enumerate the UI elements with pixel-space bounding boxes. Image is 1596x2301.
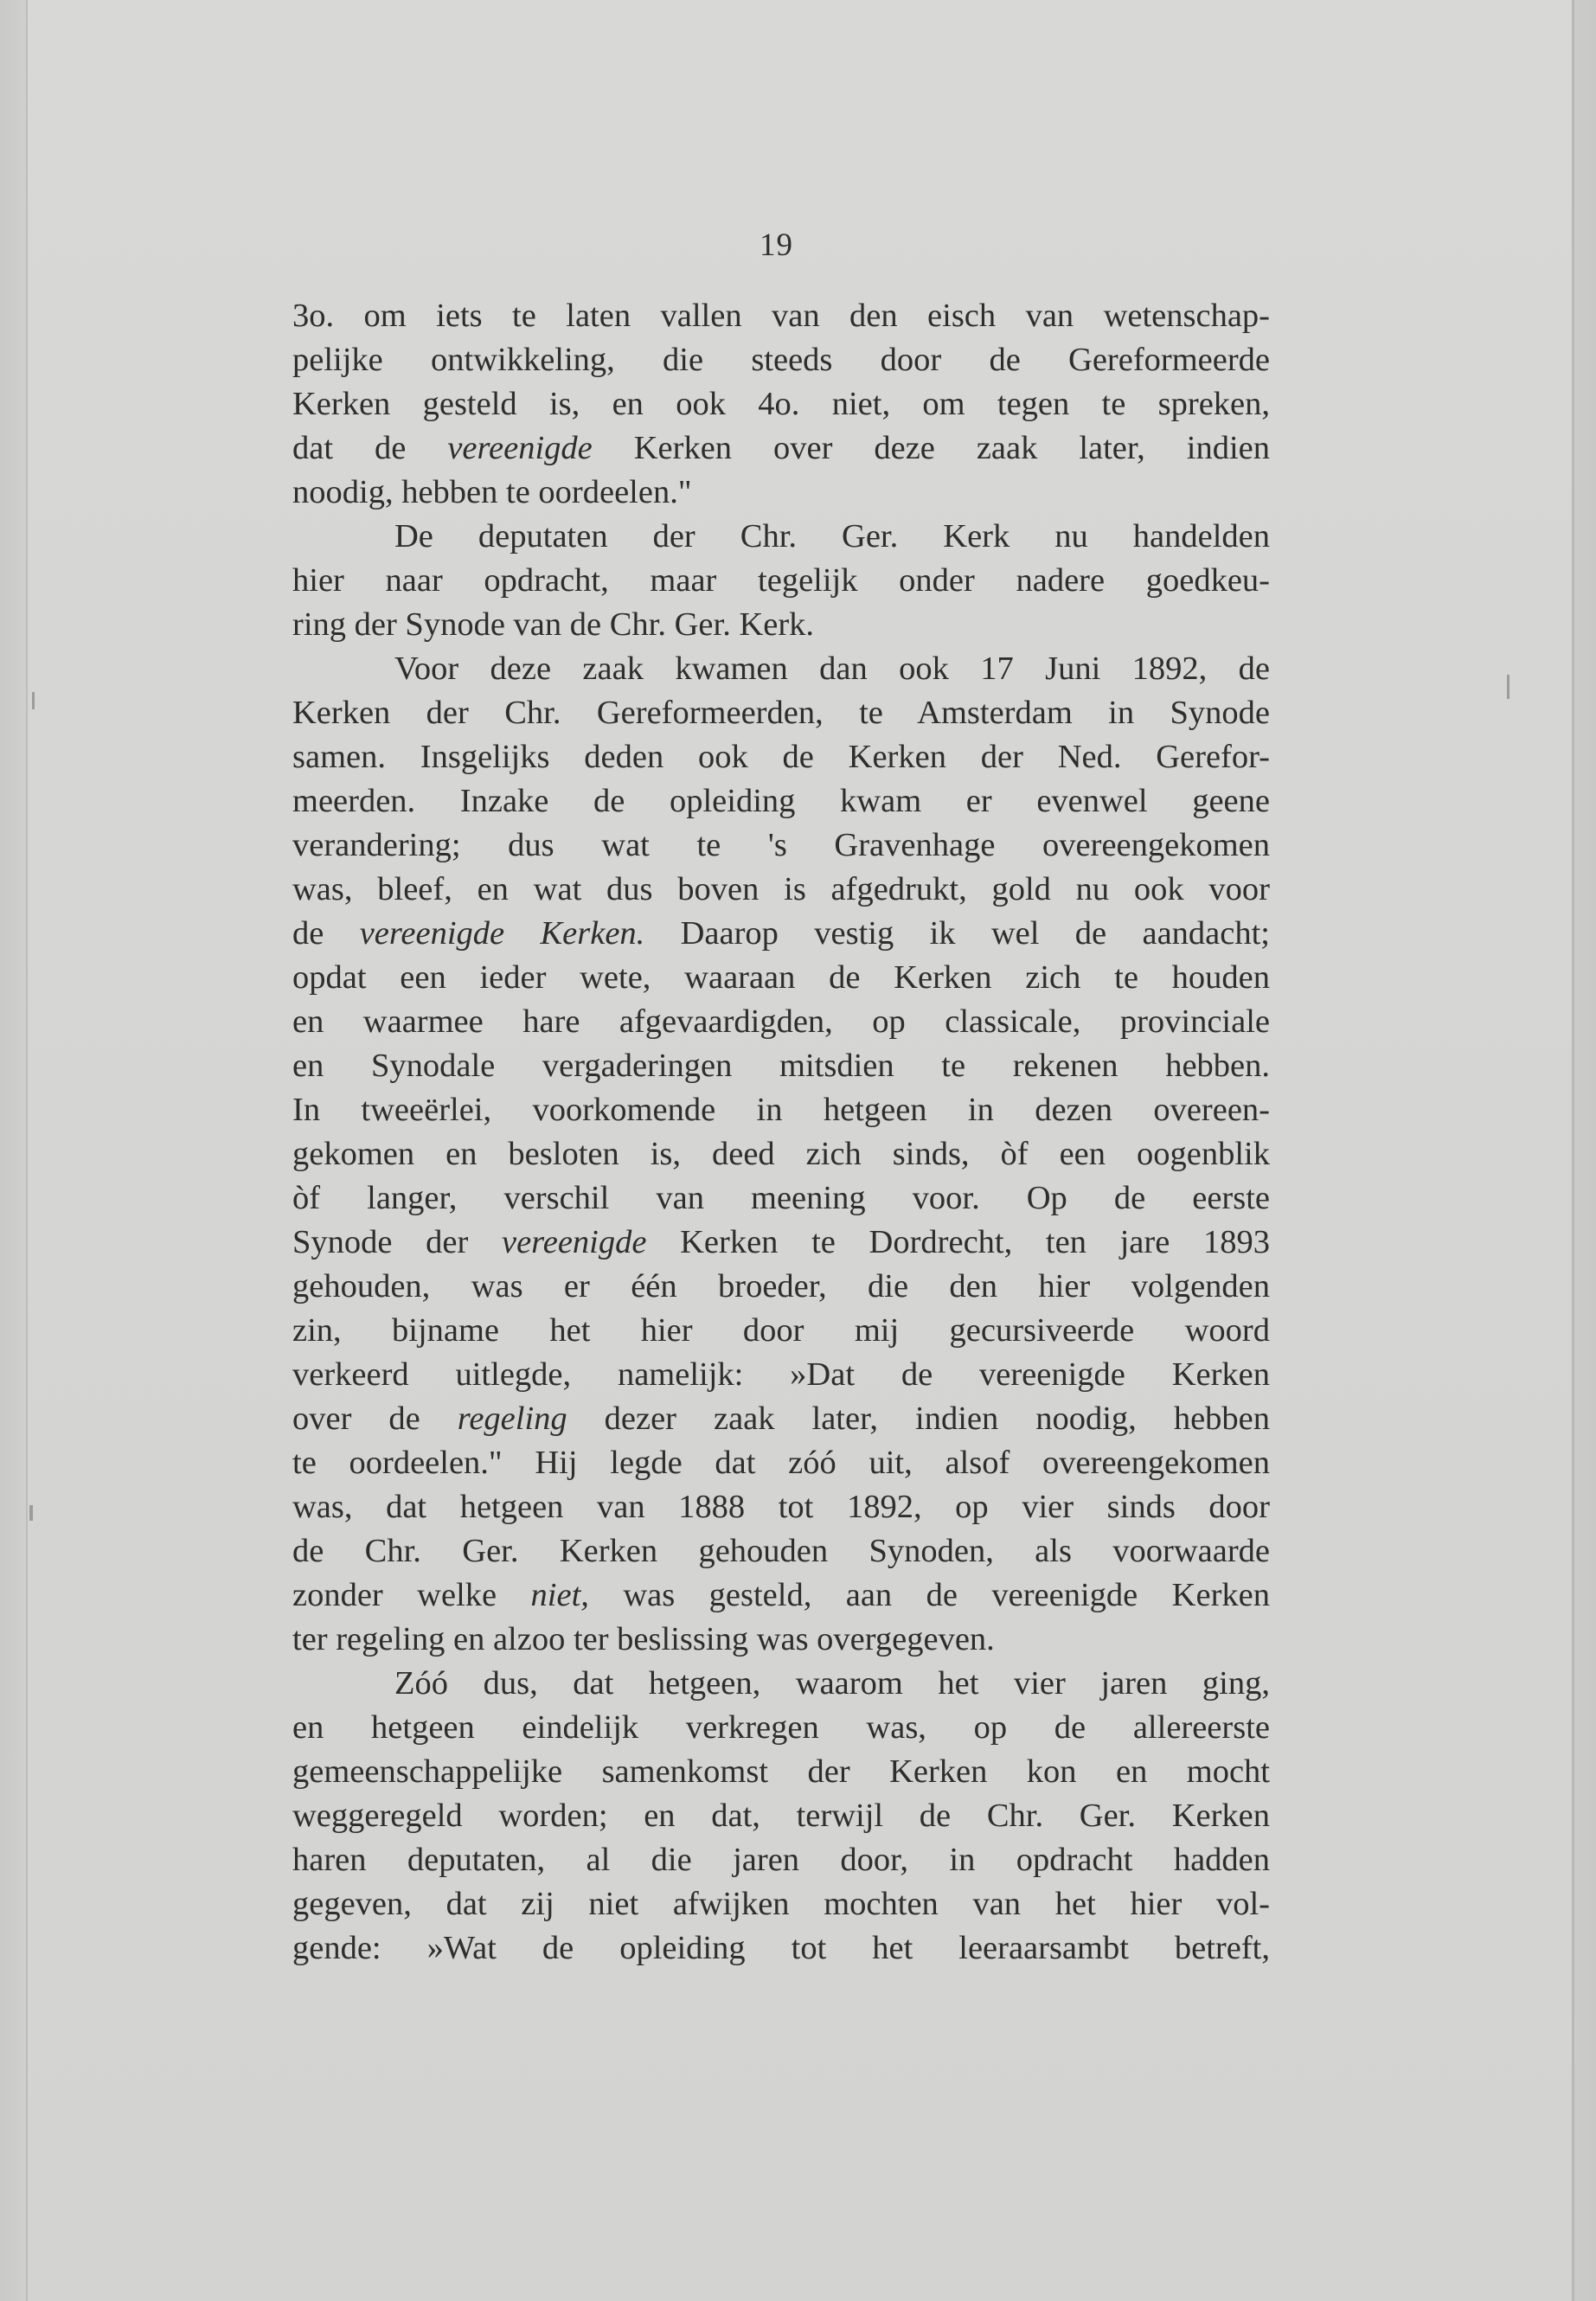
italic-text: vereenigde <box>447 430 593 466</box>
text-line <box>292 1000 1270 1044</box>
text-segment: Kerken gesteld is, en ook 4o. niet, om tegen te spreken, <box>292 386 1270 422</box>
text-line <box>292 647 1270 691</box>
text-line <box>292 382 1270 426</box>
text-line <box>292 735 1270 779</box>
text-line <box>292 294 1270 338</box>
text-segment: In tweeërlei, voorkomende in hetgeen in dezen overeen- <box>292 1092 1270 1128</box>
text-segment: was, bleef, en wat dus boven is afgedrukt, gold nu ook voor <box>292 871 1270 907</box>
text-segment: gekomen en besloten is, deed zich sinds, òf een oogenblik <box>292 1136 1270 1172</box>
text-line <box>292 1353 1270 1397</box>
text-line <box>292 1397 1270 1441</box>
text-segment: òf langer, verschil van meening voor. Op de eerste <box>292 1180 1270 1216</box>
text-segment: Synode der <box>292 1224 502 1260</box>
text-line <box>292 1088 1270 1132</box>
text-line <box>292 515 1270 559</box>
text-segment: 3o. om iets te laten vallen van den eisch van wetenschap- <box>292 298 1270 334</box>
italic-text: niet, <box>530 1577 589 1613</box>
text-line <box>292 691 1270 735</box>
text-segment: was gesteld, aan de vereenigde Kerken <box>588 1577 1270 1613</box>
italic-text: vereenigde <box>502 1224 647 1260</box>
text-segment: Kerken over deze zaak later, indien <box>592 430 1270 466</box>
text-line <box>292 1926 1270 1971</box>
text-line <box>292 1529 1270 1574</box>
text-segment: zin, bijname het hier door mij gecursiveerde woord <box>292 1312 1270 1349</box>
text-segment: gende: »Wat de opleiding tot het leeraarsambt betreft, <box>292 1930 1270 1966</box>
text-segment: gehouden, was er één broeder, die den hier volgenden <box>292 1268 1270 1304</box>
text-segment: De deputaten der Chr. Ger. Kerk nu handelden <box>394 518 1270 554</box>
body-text <box>292 294 1270 1971</box>
text-line <box>292 868 1270 912</box>
text-line <box>292 1662 1270 1706</box>
text-segment: gemeenschappelijke samenkomst der Kerken kon en mocht <box>292 1753 1270 1790</box>
text-line <box>292 1132 1270 1176</box>
text-segment: ring der Synode van de Chr. Ger. Kerk. <box>292 606 815 643</box>
text-line <box>292 1176 1270 1221</box>
text-line <box>292 1750 1270 1794</box>
text-segment: dat de <box>292 430 448 466</box>
text-segment: was, dat hetgeen van 1888 tot 1892, op vier sinds door <box>292 1489 1270 1525</box>
text-segment: te oordeelen." Hij legde dat zóó uit, alsof overeengekomen <box>292 1445 1270 1481</box>
text-segment: over de <box>292 1400 458 1437</box>
text-segment: de <box>292 915 360 952</box>
text-line <box>292 1044 1270 1088</box>
text-segment: weggeregeld worden; en dat, terwijl de Chr. Ger. Kerken <box>292 1798 1270 1834</box>
text-segment: Daarop vestig ik wel de aandacht; <box>644 915 1270 952</box>
text-line <box>292 779 1270 824</box>
scan-speck <box>1507 675 1509 699</box>
text-line <box>292 1794 1270 1838</box>
text-segment: noodig, hebben te oordeelen." <box>292 474 692 510</box>
text-segment: samen. Insgelijks deden ook de Kerken der Ned. Gerefor- <box>292 739 1270 775</box>
text-segment: zonder welke <box>292 1577 531 1613</box>
text-line <box>292 956 1270 1000</box>
text-segment: verandering; dus wat te 's Gravenhage overeengekomen <box>292 827 1270 863</box>
scan-speck <box>32 692 35 709</box>
text-segment: Kerken der Chr. Gereformeerden, te Amsterdam in Synode <box>292 695 1270 731</box>
text-line <box>292 1838 1270 1882</box>
text-segment: en Synodale vergaderingen mitsdien te rekenen hebben. <box>292 1048 1270 1084</box>
italic-text: regeling <box>457 1400 567 1437</box>
text-line <box>292 912 1270 956</box>
text-segment: verkeerd uitlegde, namelijk: »Dat de vereenigde Kerken <box>292 1356 1270 1393</box>
text-line <box>292 1309 1270 1353</box>
text-segment: en hetgeen eindelijk verkregen was, op de allereerste <box>292 1709 1270 1746</box>
page-number: 19 <box>760 228 793 263</box>
text-line <box>292 1221 1270 1265</box>
text-line <box>292 1706 1270 1750</box>
text-line <box>292 471 1270 515</box>
text-line <box>292 1485 1270 1529</box>
italic-text: vereenigde Kerken. <box>359 915 645 952</box>
text-segment: ter regeling en alzoo ter beslissing was overgegeven. <box>292 1621 995 1657</box>
text-segment: dezer zaak later, indien noodig, hebben <box>567 1400 1270 1437</box>
text-segment: opdat een ieder wete, waaraan de Kerken zich te houden <box>292 959 1270 996</box>
text-segment: en waarmee hare afgevaardigden, op classicale, provinciale <box>292 1003 1270 1040</box>
text-segment: haren deputaten, al die jaren door, in opdracht hadden <box>292 1842 1270 1878</box>
text-line <box>292 338 1270 382</box>
text-segment: Zóó dus, dat hetgeen, waarom het vier jaren ging, <box>394 1665 1270 1702</box>
text-line <box>292 603 1270 647</box>
text-segment: hier naar opdracht, maar tegelijk onder nadere goedkeu- <box>292 562 1270 599</box>
text-line <box>292 1265 1270 1309</box>
text-line <box>292 824 1270 868</box>
text-segment: Kerken te Dordrecht, ten jare 1893 <box>646 1224 1270 1260</box>
text-segment: Voor deze zaak kwamen dan ook 17 Juni 1892, de <box>394 651 1270 687</box>
text-segment: de Chr. Ger. Kerken gehouden Synoden, als voorwaarde <box>292 1533 1270 1569</box>
text-line <box>292 559 1270 603</box>
text-segment: pelijke ontwikkeling, die steeds door de Gereformeerde <box>292 342 1270 378</box>
text-line <box>292 1441 1270 1485</box>
text-line <box>292 1574 1270 1618</box>
text-line <box>292 426 1270 471</box>
text-segment: meerden. Inzake de opleiding kwam er evenwel geene <box>292 783 1270 819</box>
text-segment: gegeven, dat zij niet afwijken mochten van het hier vol- <box>292 1886 1270 1922</box>
text-line <box>292 1882 1270 1926</box>
scan-speck <box>29 1505 33 1521</box>
text-line <box>292 1618 1270 1662</box>
